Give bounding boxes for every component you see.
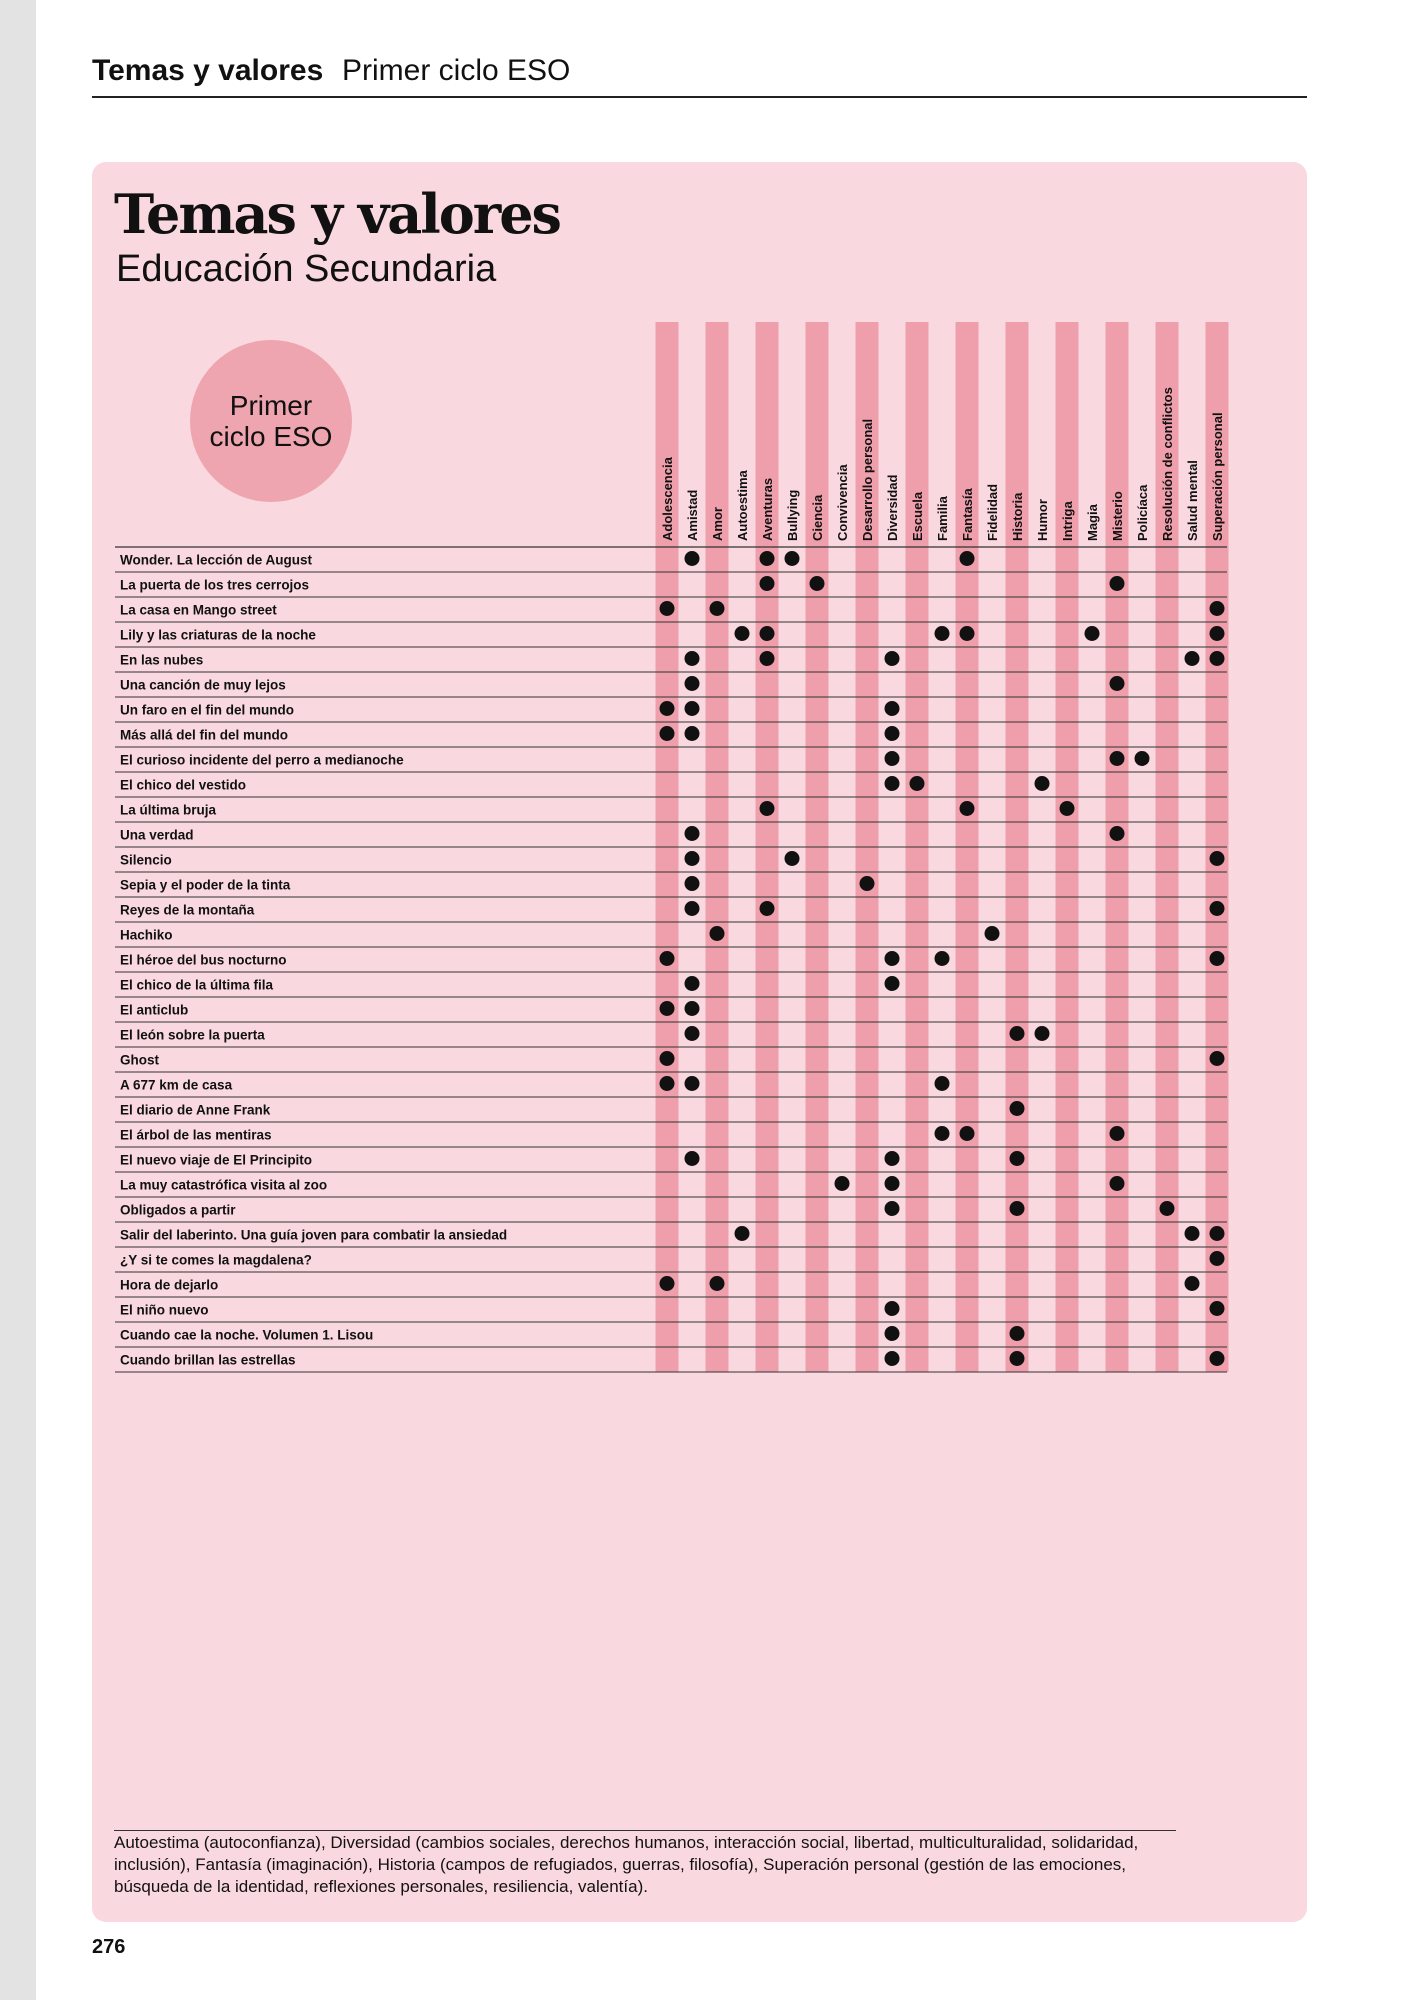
book-title: El chico del vestido bbox=[120, 777, 247, 793]
theme-dot bbox=[1210, 1051, 1225, 1066]
theme-dot bbox=[685, 701, 700, 716]
theme-dot bbox=[710, 926, 725, 941]
theme-dot bbox=[935, 1126, 950, 1141]
theme-dot bbox=[1035, 776, 1050, 791]
theme-header: Amistad bbox=[685, 489, 700, 541]
page-number: 276 bbox=[92, 1936, 126, 1958]
theme-dot bbox=[1210, 901, 1225, 916]
theme-dot bbox=[685, 1076, 700, 1091]
theme-dot bbox=[685, 726, 700, 741]
theme-dot bbox=[1110, 1126, 1125, 1141]
theme-dot bbox=[835, 1176, 850, 1191]
theme-dot bbox=[685, 826, 700, 841]
theme-header: Aventuras bbox=[760, 477, 775, 541]
theme-dot bbox=[935, 626, 950, 641]
book-title: Un faro en el fin del mundo bbox=[120, 702, 295, 718]
book-title: Cuando brillan las estrellas bbox=[120, 1352, 296, 1368]
theme-dot bbox=[735, 626, 750, 641]
book-title: Cuando cae la noche. Volumen 1. Lisou bbox=[120, 1327, 374, 1343]
theme-dot bbox=[1010, 1326, 1025, 1341]
theme-dot bbox=[960, 801, 975, 816]
theme-dot bbox=[1210, 1226, 1225, 1241]
book-title: El diario de Anne Frank bbox=[120, 1102, 271, 1118]
theme-dot bbox=[1210, 1351, 1225, 1366]
theme-dot bbox=[685, 651, 700, 666]
theme-header: Salud mental bbox=[1185, 460, 1200, 541]
theme-dot bbox=[1110, 576, 1125, 591]
theme-header: Amor bbox=[710, 507, 725, 541]
theme-dot bbox=[760, 551, 775, 566]
book-title: Una verdad bbox=[120, 827, 194, 843]
book-title: Obligados a partir bbox=[120, 1202, 236, 1218]
theme-dot bbox=[960, 551, 975, 566]
theme-dot bbox=[1110, 1176, 1125, 1191]
theme-header: Desarrollo personal bbox=[860, 418, 875, 541]
theme-dot bbox=[1135, 751, 1150, 766]
book-title: Wonder. La lección de August bbox=[120, 552, 313, 568]
theme-dot bbox=[1110, 676, 1125, 691]
theme-dot bbox=[660, 1276, 675, 1291]
theme-header: Bullying bbox=[785, 489, 800, 541]
page-header bbox=[92, 52, 1307, 98]
theme-dot bbox=[1210, 1251, 1225, 1266]
theme-dot bbox=[660, 1001, 675, 1016]
theme-header: Intriga bbox=[1060, 501, 1075, 541]
theme-dot bbox=[1010, 1351, 1025, 1366]
theme-header: Fidelidad bbox=[985, 483, 1000, 541]
theme-header: Fantasía bbox=[960, 488, 975, 541]
card-title: Temas y valores bbox=[114, 182, 560, 246]
theme-dot bbox=[785, 851, 800, 866]
theme-dot bbox=[960, 1126, 975, 1141]
book-title: Ghost bbox=[120, 1052, 159, 1068]
theme-dot bbox=[985, 926, 1000, 941]
theme-dot bbox=[1160, 1201, 1175, 1216]
theme-dot bbox=[685, 1026, 700, 1041]
theme-dot bbox=[1010, 1151, 1025, 1166]
book-title: El héroe del bus nocturno bbox=[120, 952, 287, 968]
theme-header: Convivencia bbox=[835, 464, 850, 541]
theme-dot bbox=[810, 576, 825, 591]
book-title: A 677 km de casa bbox=[120, 1077, 233, 1093]
theme-dot bbox=[1210, 851, 1225, 866]
theme-dot bbox=[785, 551, 800, 566]
theme-dot bbox=[1110, 826, 1125, 841]
theme-dot bbox=[685, 551, 700, 566]
theme-dot bbox=[685, 1001, 700, 1016]
theme-dot bbox=[1210, 951, 1225, 966]
book-title: Una canción de muy lejos bbox=[120, 677, 286, 693]
theme-header: Adolescencia bbox=[660, 457, 675, 541]
theme-dot bbox=[710, 601, 725, 616]
theme-header: Escuela bbox=[910, 491, 925, 541]
theme-dot bbox=[1185, 651, 1200, 666]
theme-dot bbox=[660, 951, 675, 966]
theme-dot bbox=[660, 701, 675, 716]
book-title: Silencio bbox=[120, 852, 172, 868]
theme-header: Misterio bbox=[1110, 491, 1125, 541]
header-title: Temas y valores bbox=[92, 54, 324, 87]
theme-dot bbox=[1210, 1301, 1225, 1316]
book-title: Sepia y el poder de la tinta bbox=[120, 877, 291, 893]
theme-dot bbox=[1210, 601, 1225, 616]
theme-dot bbox=[760, 651, 775, 666]
theme-dot bbox=[885, 976, 900, 991]
book-title: Reyes de la montaña bbox=[120, 902, 255, 918]
theme-dot bbox=[685, 876, 700, 891]
theme-dot bbox=[1010, 1101, 1025, 1116]
book-title: El nuevo viaje de El Principito bbox=[120, 1152, 313, 1168]
theme-dot bbox=[660, 1076, 675, 1091]
theme-header: Policíaca bbox=[1135, 484, 1150, 541]
theme-dot bbox=[960, 626, 975, 641]
book-title: La última bruja bbox=[120, 802, 217, 818]
footnote-divider bbox=[114, 1830, 1176, 1831]
theme-dot bbox=[685, 1151, 700, 1166]
theme-dot bbox=[685, 676, 700, 691]
theme-dot bbox=[1035, 1026, 1050, 1041]
theme-dot bbox=[885, 1201, 900, 1216]
theme-header: Historia bbox=[1010, 492, 1025, 541]
theme-dot bbox=[885, 1326, 900, 1341]
theme-header: Familia bbox=[935, 496, 950, 541]
book-title: El niño nuevo bbox=[120, 1302, 209, 1318]
theme-header: Ciencia bbox=[810, 494, 825, 541]
theme-dot bbox=[885, 776, 900, 791]
book-title: El león sobre la puerta bbox=[120, 1027, 265, 1043]
theme-dot bbox=[885, 701, 900, 716]
theme-dot bbox=[935, 951, 950, 966]
book-title: La casa en Mango street bbox=[120, 602, 277, 618]
theme-dot bbox=[660, 601, 675, 616]
theme-dot bbox=[1010, 1201, 1025, 1216]
book-title: El árbol de las mentiras bbox=[120, 1127, 272, 1143]
theme-dot bbox=[885, 951, 900, 966]
theme-dot bbox=[1010, 1026, 1025, 1041]
theme-dot bbox=[1185, 1276, 1200, 1291]
theme-dot bbox=[685, 901, 700, 916]
book-title: El chico de la última fila bbox=[120, 977, 274, 993]
theme-dot bbox=[1110, 751, 1125, 766]
themes-card bbox=[92, 162, 1307, 1922]
theme-dot bbox=[860, 876, 875, 891]
theme-dot bbox=[760, 901, 775, 916]
theme-header: Superación personal bbox=[1210, 412, 1225, 541]
theme-header: Autoestima bbox=[735, 470, 750, 541]
theme-dot bbox=[885, 1176, 900, 1191]
theme-dot bbox=[885, 1301, 900, 1316]
theme-dot bbox=[885, 726, 900, 741]
book-title: En las nubes bbox=[120, 652, 204, 668]
theme-dot bbox=[1210, 651, 1225, 666]
book-title: La muy catastrófica visita al zoo bbox=[120, 1177, 328, 1193]
theme-dot bbox=[885, 751, 900, 766]
theme-dot bbox=[1085, 626, 1100, 641]
footnote: Autoestima (autoconfianza), Diversidad (cambios sociales, derechos humanos, interacción social, libertad, multiculturalidad, solidaridad, inclusión), Fantasía (imaginación), Historia (campos de refugiados, guerras, filosofía), Superación personal (gestión de las emociones, búsqueda de la identidad, reflexiones personales, resiliencia, valentía). bbox=[114, 1833, 1139, 1896]
book-title: El curioso incidente del perro a medianoche bbox=[120, 752, 404, 768]
theme-dot bbox=[1210, 626, 1225, 641]
book-title: El anticlub bbox=[120, 1002, 189, 1018]
theme-dot bbox=[885, 1351, 900, 1366]
book-title: La puerta de los tres cerrojos bbox=[120, 577, 310, 593]
theme-header: Resolución de conflictos bbox=[1160, 387, 1175, 541]
theme-dot bbox=[1185, 1226, 1200, 1241]
theme-header: Magia bbox=[1085, 504, 1100, 541]
book-title: Hora de dejarlo bbox=[120, 1277, 219, 1293]
theme-dot bbox=[685, 976, 700, 991]
theme-dot bbox=[760, 576, 775, 591]
theme-dot bbox=[885, 1151, 900, 1166]
theme-dot bbox=[885, 651, 900, 666]
header-subtitle: Primer ciclo ESO bbox=[342, 54, 571, 87]
themes-grid bbox=[92, 162, 1307, 1862]
card-subtitle: Educación Secundaria bbox=[116, 248, 497, 290]
book-title: Lily y las criaturas de la noche bbox=[120, 627, 316, 643]
book-title: Salir del laberinto. Una guía joven para combatir la ansiedad bbox=[120, 1227, 508, 1243]
theme-dot bbox=[760, 626, 775, 641]
cycle-badge-label: Primer ciclo ESO bbox=[209, 390, 333, 452]
theme-dot bbox=[935, 1076, 950, 1091]
theme-dot bbox=[660, 1051, 675, 1066]
theme-dot bbox=[660, 726, 675, 741]
book-title: ¿Y si te comes la magdalena? bbox=[120, 1252, 312, 1268]
book-title: Hachiko bbox=[120, 927, 173, 943]
left-margin-strip bbox=[0, 0, 36, 2000]
theme-header: Humor bbox=[1035, 499, 1050, 541]
theme-dot bbox=[685, 851, 700, 866]
theme-dot bbox=[910, 776, 925, 791]
book-title: Más allá del fin del mundo bbox=[120, 727, 289, 743]
theme-dot bbox=[735, 1226, 750, 1241]
theme-dot bbox=[710, 1276, 725, 1291]
theme-dot bbox=[1060, 801, 1075, 816]
theme-header: Diversidad bbox=[885, 474, 900, 541]
theme-dot bbox=[760, 801, 775, 816]
